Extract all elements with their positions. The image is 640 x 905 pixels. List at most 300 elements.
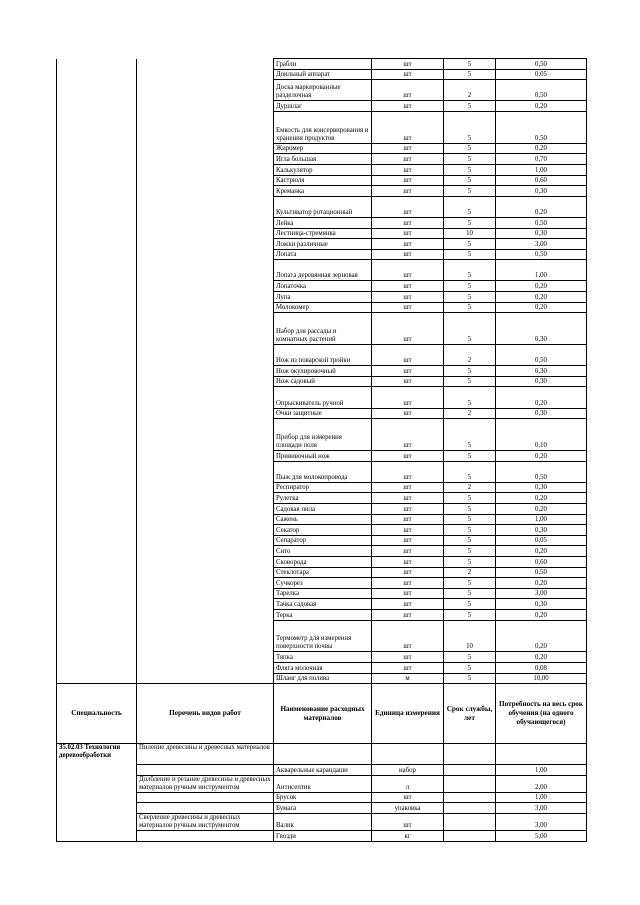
table-row <box>57 281 587 292</box>
table-row <box>57 419 587 451</box>
empty-cell <box>57 175 137 186</box>
table-row <box>57 387 587 408</box>
empty-cell <box>57 588 137 599</box>
work-type-cell: Пиление древесины и древесных материалов <box>137 744 274 765</box>
empty-cell <box>137 556 274 567</box>
need-cell: 0,30 <box>496 366 587 377</box>
material-name-cell: Доска маркированные разделочная <box>274 80 372 101</box>
unit-cell: шт <box>372 525 444 536</box>
table-row <box>57 111 587 143</box>
empty-cell <box>137 482 274 493</box>
upper-table-body <box>57 59 587 684</box>
table-row <box>57 620 587 652</box>
material-name-cell: Нож садовый <box>274 376 372 387</box>
material-name-cell: Нож из поварской тройки <box>274 345 372 366</box>
material-name-cell: Брусок <box>274 792 372 803</box>
material-name-cell: Тяпка <box>274 652 372 663</box>
empty-cell <box>137 260 274 281</box>
empty-cell <box>57 652 137 663</box>
table-row <box>57 154 587 165</box>
material-name-cell: Термометр для измерения поверхности почвы <box>274 620 372 652</box>
table-row <box>57 673 587 684</box>
table-row <box>57 313 587 345</box>
unit-cell: шт <box>372 546 444 557</box>
table-row <box>57 609 587 620</box>
empty-cell <box>137 387 274 408</box>
material-name-cell: Гвозди <box>274 831 372 842</box>
term-cell <box>444 744 496 765</box>
empty-cell <box>137 69 274 80</box>
empty-cell <box>137 302 274 313</box>
need-cell: 0,30 <box>496 482 587 493</box>
header-materials: Наименование расходных материалов <box>274 684 372 744</box>
unit-cell: шт <box>372 217 444 228</box>
term-cell: 5 <box>444 239 496 250</box>
need-cell: 0,20 <box>496 620 587 652</box>
need-cell: 0,20 <box>496 493 587 504</box>
unit-cell: шт <box>372 366 444 377</box>
need-cell: 1,00 <box>496 792 587 803</box>
term-cell: 5 <box>444 59 496 70</box>
unit-cell: шт <box>372 345 444 366</box>
empty-cell <box>57 503 137 514</box>
term-cell: 5 <box>444 493 496 504</box>
table-row <box>57 143 587 154</box>
table-row <box>57 567 587 578</box>
empty-cell <box>137 111 274 143</box>
term-cell: 5 <box>444 673 496 684</box>
term-cell: 5 <box>444 652 496 663</box>
material-name-cell: Жиромер <box>274 143 372 154</box>
header-need: Потребность на весь срок обучения (на одного обучающегося) <box>496 684 587 744</box>
material-name-cell: Ложки различные <box>274 239 372 250</box>
need-cell: 0,50 <box>496 111 587 143</box>
empty-cell <box>137 514 274 525</box>
empty-cell <box>137 313 274 345</box>
table-row <box>57 588 587 599</box>
work-type-cell <box>137 792 274 803</box>
need-cell: 0,20 <box>496 281 587 292</box>
unit-cell: шт <box>372 260 444 281</box>
term-cell: 5 <box>444 451 496 462</box>
unit-cell: шт <box>372 387 444 408</box>
material-name-cell: Лопаточка <box>274 281 372 292</box>
term-cell: 5 <box>444 503 496 514</box>
empty-cell <box>137 503 274 514</box>
materials-table <box>56 58 587 842</box>
term-cell: 5 <box>444 281 496 292</box>
table-row <box>57 578 587 589</box>
material-name-cell: Шланг для полива <box>274 673 372 684</box>
table-row <box>57 228 587 239</box>
empty-cell <box>57 249 137 260</box>
empty-cell <box>57 186 137 197</box>
material-name-cell: Сажень <box>274 514 372 525</box>
term-cell: 5 <box>444 175 496 186</box>
empty-cell <box>57 196 137 217</box>
empty-cell <box>137 281 274 292</box>
empty-cell <box>137 451 274 462</box>
material-name-cell: Лопата <box>274 249 372 260</box>
empty-cell <box>57 228 137 239</box>
term-cell: 5 <box>444 313 496 345</box>
empty-cell <box>57 546 137 557</box>
empty-cell <box>57 313 137 345</box>
work-type-cell: Сверление древесины и древесных материалов ручным инструментом <box>137 814 274 831</box>
empty-cell <box>137 493 274 504</box>
empty-cell <box>137 376 274 387</box>
unit-cell: шт <box>372 196 444 217</box>
need-cell: 3,00 <box>496 803 587 814</box>
term-cell: 5 <box>444 387 496 408</box>
empty-cell <box>57 609 137 620</box>
unit-cell: шт <box>372 567 444 578</box>
empty-cell <box>57 620 137 652</box>
material-name-cell: Стеклотара <box>274 567 372 578</box>
need-cell: 0,50 <box>496 80 587 101</box>
term-cell: 5 <box>444 514 496 525</box>
material-name-cell: Терка <box>274 609 372 620</box>
material-name-cell: Респиратор <box>274 482 372 493</box>
need-cell: 0,20 <box>496 196 587 217</box>
work-type-cell: Долбление и резание древесины и древесных материалов ручным инструментом <box>137 775 274 792</box>
empty-cell <box>137 175 274 186</box>
unit-cell: шт <box>372 814 444 831</box>
term-cell: 5 <box>444 111 496 143</box>
table-row <box>57 535 587 546</box>
need-cell: 0,30 <box>496 228 587 239</box>
material-name-cell: Садовая пила <box>274 503 372 514</box>
unit-cell: шт <box>372 69 444 80</box>
empty-cell <box>57 673 137 684</box>
unit-cell: шт <box>372 792 444 803</box>
empty-cell <box>57 387 137 408</box>
material-name-cell: Сучкорез <box>274 578 372 589</box>
term-cell: 5 <box>444 578 496 589</box>
table-row <box>57 831 587 842</box>
table-row <box>57 451 587 462</box>
term-cell: 5 <box>444 249 496 260</box>
table-row <box>57 803 587 814</box>
term-cell: 5 <box>444 599 496 610</box>
table-row <box>57 408 587 419</box>
header-term: Срок службы, лет <box>444 684 496 744</box>
empty-cell <box>57 111 137 143</box>
table-row <box>57 662 587 673</box>
empty-cell <box>137 59 274 70</box>
term-cell: 5 <box>444 419 496 451</box>
empty-cell <box>57 292 137 303</box>
empty-cell <box>137 588 274 599</box>
term-cell: 5 <box>444 154 496 165</box>
empty-cell <box>57 535 137 546</box>
need-cell: 0,30 <box>496 408 587 419</box>
empty-cell <box>137 249 274 260</box>
empty-cell <box>57 578 137 589</box>
table-row <box>57 59 587 70</box>
table-header-row <box>57 684 587 744</box>
material-name-cell: Тарелка <box>274 588 372 599</box>
term-cell <box>444 775 496 792</box>
need-cell: 0,50 <box>496 217 587 228</box>
material-name-cell: Игла большая <box>274 154 372 165</box>
empty-cell <box>137 461 274 482</box>
table-row <box>57 217 587 228</box>
unit-cell <box>372 744 444 765</box>
unit-cell: шт <box>372 609 444 620</box>
material-name-cell: Пыж для молокопровода <box>274 461 372 482</box>
term-cell: 2 <box>444 408 496 419</box>
material-name-cell: Рулетка <box>274 493 372 504</box>
empty-cell <box>137 578 274 589</box>
table-row <box>57 164 587 175</box>
need-cell: 0,70 <box>496 154 587 165</box>
table-row <box>57 482 587 493</box>
empty-cell <box>137 80 274 101</box>
term-cell: 5 <box>444 164 496 175</box>
need-cell: 0,20 <box>496 292 587 303</box>
need-cell: 0,20 <box>496 578 587 589</box>
empty-cell <box>137 567 274 578</box>
specialty-cell: 35.02.03 Технология деревообработки <box>57 744 137 842</box>
empty-cell <box>57 662 137 673</box>
table-row <box>57 366 587 377</box>
unit-cell: шт <box>372 503 444 514</box>
term-cell: 5 <box>444 366 496 377</box>
empty-cell <box>137 546 274 557</box>
unit-cell: шт <box>372 376 444 387</box>
need-cell: 0,20 <box>496 302 587 313</box>
term-cell <box>444 814 496 831</box>
empty-cell <box>57 366 137 377</box>
material-name-cell: Антисептик <box>274 775 372 792</box>
term-cell: 5 <box>444 546 496 557</box>
table-row <box>57 80 587 101</box>
need-cell <box>496 744 587 765</box>
empty-cell <box>57 281 137 292</box>
empty-cell <box>57 345 137 366</box>
term-cell: 5 <box>444 376 496 387</box>
term-cell: 10 <box>444 620 496 652</box>
term-cell: 5 <box>444 662 496 673</box>
header-block <box>57 684 587 744</box>
empty-cell <box>137 143 274 154</box>
empty-cell <box>57 493 137 504</box>
term-cell: 5 <box>444 101 496 112</box>
term-cell: 5 <box>444 609 496 620</box>
unit-cell: шт <box>372 292 444 303</box>
empty-cell <box>137 535 274 546</box>
material-name-cell: Сито <box>274 546 372 557</box>
table-row <box>57 345 587 366</box>
unit-cell: шт <box>372 313 444 345</box>
empty-cell <box>57 514 137 525</box>
material-name-cell: Лестница-стремянка <box>274 228 372 239</box>
empty-cell <box>137 101 274 112</box>
header-work-types: Перечень видов работ <box>137 684 274 744</box>
material-name-cell: Прибор для измерения площади поля <box>274 419 372 451</box>
table-row <box>57 556 587 567</box>
need-cell: 0,50 <box>496 249 587 260</box>
empty-cell <box>137 217 274 228</box>
need-cell: 0,50 <box>496 567 587 578</box>
unit-cell: набор <box>372 765 444 776</box>
need-cell: 0,30 <box>496 313 587 345</box>
empty-cell <box>137 164 274 175</box>
empty-cell <box>57 101 137 112</box>
empty-cell <box>137 662 274 673</box>
term-cell: 5 <box>444 461 496 482</box>
empty-cell <box>57 217 137 228</box>
material-name-cell: Лопата деревянная зерновая <box>274 260 372 281</box>
material-name-cell: Емкость для консервирования и хранения продуктов <box>274 111 372 143</box>
term-cell <box>444 803 496 814</box>
unit-cell: л <box>372 775 444 792</box>
table-row <box>57 775 587 792</box>
need-cell: 0,30 <box>496 186 587 197</box>
material-name-cell: Нож окулировочный <box>274 366 372 377</box>
material-name-cell: Набор для рассады и комнатных растений <box>274 313 372 345</box>
empty-cell <box>137 292 274 303</box>
unit-cell: шт <box>372 578 444 589</box>
material-name-cell: Культиватор ротационный <box>274 196 372 217</box>
empty-cell <box>57 59 137 70</box>
need-cell: 3,00 <box>496 814 587 831</box>
material-name-cell: Очки защитные <box>274 408 372 419</box>
need-cell: 0,20 <box>496 451 587 462</box>
empty-cell <box>57 567 137 578</box>
unit-cell: шт <box>372 186 444 197</box>
term-cell: 5 <box>444 302 496 313</box>
empty-cell <box>137 366 274 377</box>
term-cell: 2 <box>444 80 496 101</box>
material-name-cell: Дуршлаг <box>274 101 372 112</box>
empty-cell <box>137 599 274 610</box>
term-cell: 5 <box>444 556 496 567</box>
term-cell <box>444 831 496 842</box>
need-cell: 0,20 <box>496 503 587 514</box>
unit-cell: упаковка <box>372 803 444 814</box>
term-cell: 5 <box>444 588 496 599</box>
unit-cell: шт <box>372 175 444 186</box>
material-name-cell: Акварельные карандаши <box>274 765 372 776</box>
work-type-cell <box>137 765 274 776</box>
table-row <box>57 503 587 514</box>
empty-cell <box>57 164 137 175</box>
material-name-cell: Молокомер <box>274 302 372 313</box>
table-row <box>57 239 587 250</box>
work-type-cell <box>137 831 274 842</box>
term-cell: 5 <box>444 525 496 536</box>
table-row <box>57 765 587 776</box>
material-name-cell: Лейка <box>274 217 372 228</box>
term-cell: 10 <box>444 228 496 239</box>
unit-cell: шт <box>372 620 444 652</box>
term-cell: 5 <box>444 196 496 217</box>
table-row <box>57 260 587 281</box>
unit-cell: шт <box>372 239 444 250</box>
empty-cell <box>57 80 137 101</box>
unit-cell: шт <box>372 599 444 610</box>
unit-cell: шт <box>372 228 444 239</box>
empty-cell <box>57 525 137 536</box>
material-name-cell <box>274 744 372 765</box>
need-cell: 0,10 <box>496 419 587 451</box>
material-name-cell: Сепаратор <box>274 535 372 546</box>
table-row <box>57 744 587 765</box>
term-cell: 5 <box>444 186 496 197</box>
need-cell: 1,00 <box>496 260 587 281</box>
empty-cell <box>57 482 137 493</box>
term-cell <box>444 765 496 776</box>
empty-cell <box>137 239 274 250</box>
lower-table-body <box>57 744 587 842</box>
need-cell: 0,50 <box>496 345 587 366</box>
unit-cell: шт <box>372 493 444 504</box>
need-cell: 5,00 <box>496 831 587 842</box>
empty-cell <box>137 609 274 620</box>
empty-cell <box>137 525 274 536</box>
material-name-cell: Валик <box>274 814 372 831</box>
term-cell: 5 <box>444 143 496 154</box>
need-cell: 3,00 <box>496 239 587 250</box>
material-name-cell: Прививочный нож <box>274 451 372 462</box>
material-name-cell: Креманка <box>274 186 372 197</box>
term-cell: 2 <box>444 345 496 366</box>
term-cell: 5 <box>444 260 496 281</box>
table-row <box>57 292 587 303</box>
table-row <box>57 599 587 610</box>
table-row <box>57 546 587 557</box>
table-row <box>57 186 587 197</box>
material-name-cell: Секатор <box>274 525 372 536</box>
unit-cell: шт <box>372 249 444 260</box>
need-cell: 0,20 <box>496 609 587 620</box>
material-name-cell: Опрыскиватель ручной <box>274 387 372 408</box>
need-cell: 0,05 <box>496 69 587 80</box>
unit-cell: шт <box>372 408 444 419</box>
unit-cell: шт <box>372 302 444 313</box>
need-cell: 0,60 <box>496 175 587 186</box>
need-cell: 10,00 <box>496 673 587 684</box>
work-type-cell <box>137 803 274 814</box>
table-row <box>57 376 587 387</box>
empty-cell <box>137 652 274 663</box>
term-cell: 5 <box>444 535 496 546</box>
empty-cell <box>137 154 274 165</box>
empty-cell <box>57 239 137 250</box>
unit-cell: шт <box>372 556 444 567</box>
empty-cell <box>57 419 137 451</box>
term-cell <box>444 792 496 803</box>
need-cell: 2,00 <box>496 775 587 792</box>
material-name-cell: Бумага <box>274 803 372 814</box>
material-name-cell: Доильный аппарат <box>274 69 372 80</box>
unit-cell: шт <box>372 451 444 462</box>
need-cell: 0,30 <box>496 376 587 387</box>
need-cell: 0,60 <box>496 556 587 567</box>
need-cell: 0,30 <box>496 599 587 610</box>
need-cell: 0,05 <box>496 535 587 546</box>
unit-cell: шт <box>372 111 444 143</box>
empty-cell <box>137 228 274 239</box>
unit-cell: шт <box>372 59 444 70</box>
empty-cell <box>137 673 274 684</box>
unit-cell: шт <box>372 154 444 165</box>
table-row <box>57 461 587 482</box>
material-name-cell: Фляга молочная <box>274 662 372 673</box>
need-cell: 0,20 <box>496 101 587 112</box>
